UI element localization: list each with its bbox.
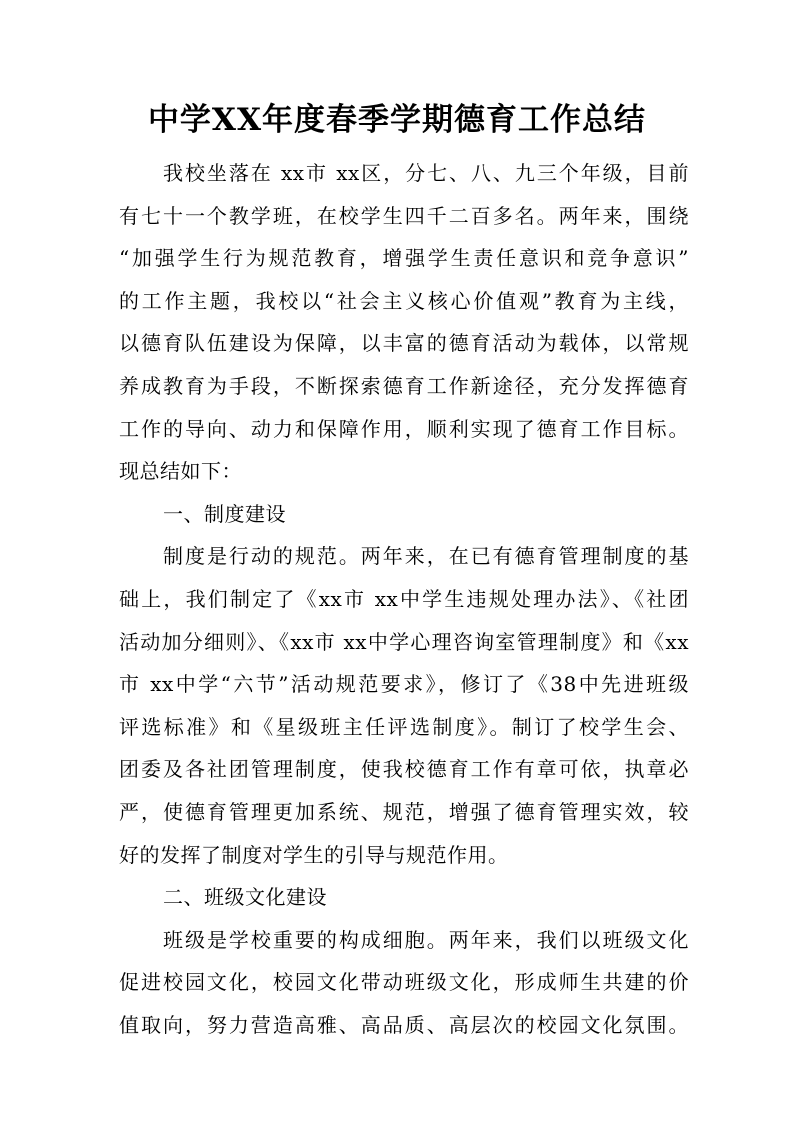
paragraph-line: 团委及各社团管理制度，使我校德育工作有章可依，执章必 [119,757,689,782]
paragraph-line: 市 xx中学“六节”活动规范要求》，修订了《38中先进班级 [119,672,689,697]
paragraph-line: 好的发挥了制度对学生的引导与规范作用。 [119,842,509,867]
paragraph-line: 制度是行动的规范。两年来，在已有德育管理制度的基 [163,544,689,569]
document-body [119,152,689,1046]
paragraph-line: 值取向，努力营造高雅、高品质、高层次的校园文化氛围。 [119,1012,689,1037]
paragraph-line: 现总结如下： [119,459,242,484]
paragraph-line: 的工作主题，我校以“社会主义核心价值观”教育为主线， [119,288,689,313]
paragraph-line: 我校坐落在 xx市 xx区，分七、八、九三个年级，目前 [163,161,689,185]
paragraph-line: 班级是学校重要的构成细胞。两年来，我们以班级文化 [163,927,689,952]
paragraph-line: 有七十一个教学班，在校学生四千二百多名。两年来，围绕 [119,203,689,228]
paragraph-line: 础上，我们制定了《xx市 xx中学生违规处理办法》、《社团 [119,586,689,611]
paragraph-line: 养成教育为手段，不断探索德育工作新途径，充分发挥德育 [119,373,689,398]
paragraph-line: “加强学生行为规范教育，增强学生责任意识和竞争意识” [119,246,689,271]
paragraph-line: 活动加分细则》、《xx市 xx中学心理咨询室管理制度》和《xx [119,629,689,654]
paragraph-line: 促进校园文化，校园文化带动班级文化，形成师生共建的价 [119,970,689,995]
paragraph-line: 以德育队伍建设为保障，以丰富的德育活动为载体，以常规 [119,331,689,356]
document-title: 中学XX年度春季学期德育工作总结 [147,102,647,138]
paragraph-line: 评选标准》和《星级班主任评选制度》。制订了校学生会、 [119,714,689,739]
section-heading: 一、制度建设 [163,501,286,526]
paragraph-line: 工作的导向、动力和保障作用，顺利实现了德育工作目标。 [119,416,689,441]
section-heading: 二、班级文化建设 [163,885,327,910]
paragraph-line: 严，使德育管理更加系统、规范，增强了德育管理实效，较 [119,799,689,824]
